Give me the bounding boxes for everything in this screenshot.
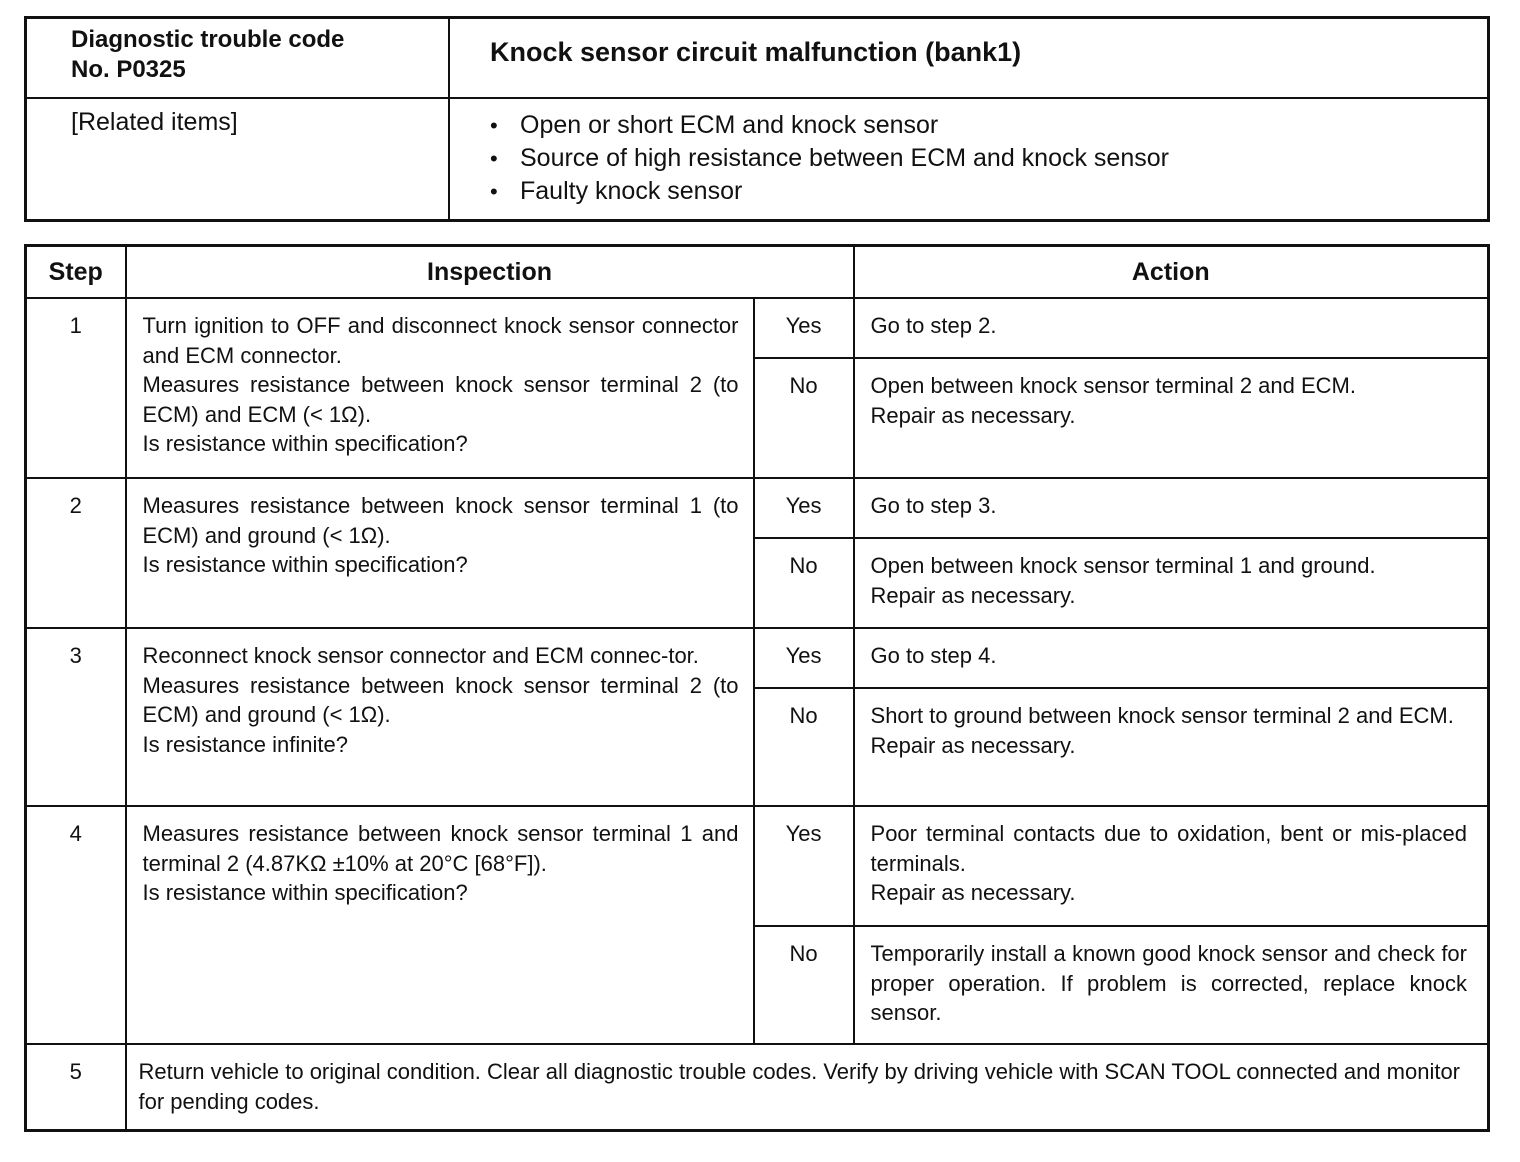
no-label: No <box>754 358 854 478</box>
dtc-code: No. P0325 <box>71 56 186 83</box>
dtc-header-row <box>26 18 1489 99</box>
inspection-line: Is resistance within specification? <box>142 431 468 456</box>
steps-table-header <box>26 246 1489 299</box>
yes-label: Yes <box>754 298 854 358</box>
step-inspection <box>126 298 754 478</box>
inspection-line: Reconnect knock sensor connector and ECM connec-tor. <box>142 643 699 668</box>
step-number: 5 <box>26 1044 126 1130</box>
step-number: 3 <box>26 628 126 806</box>
step-5-row <box>26 1044 1489 1130</box>
action-line: Poor terminal contacts due to oxidation, bent or mis-placed terminals. <box>870 821 1467 876</box>
action-line: Repair as necessary. <box>870 732 1076 758</box>
action-line: Go to step 2. <box>870 313 997 338</box>
yes-label: Yes <box>754 478 854 538</box>
dtc-header-table <box>24 16 1490 222</box>
no-action <box>854 926 1489 1044</box>
inspection-line: Turn ignition to OFF and disconnect knock sensor connector and ECM connector. <box>142 313 739 368</box>
step-number: 2 <box>26 478 126 628</box>
column-header-inspection: Inspection <box>126 246 854 299</box>
step-inspection <box>126 806 754 1044</box>
related-items-row <box>26 98 1489 221</box>
final-step-text: Return vehicle to original condition. Clear all diagnostic trouble codes. Verify by driving vehicle with SCAN TOOL connected and monitor for pending codes. <box>126 1044 1489 1130</box>
inspection-line: Is resistance within specification? <box>142 552 468 577</box>
related-item: • Faulty knock sensor <box>490 175 1477 208</box>
step-3-yes-row <box>26 628 1489 688</box>
related-items-cell <box>449 98 1489 221</box>
step-4-yes-row <box>26 806 1489 926</box>
no-label: No <box>754 926 854 1044</box>
step-1-yes-row <box>26 298 1489 358</box>
action-line: Repair as necessary. <box>870 582 1076 608</box>
related-item: • Open or short ECM and knock sensor <box>490 109 1477 142</box>
yes-label: Yes <box>754 806 854 926</box>
column-header-step: Step <box>26 246 126 299</box>
related-items-label: [Related items] <box>26 98 450 221</box>
action-line: Open between knock sensor terminal 1 and ground. <box>870 553 1376 578</box>
inspection-line: Measures resistance between knock sensor terminal 1 and terminal 2 (4.87KΩ ±10% at 20°C [68°F]). <box>142 821 739 876</box>
steps-table <box>24 244 1490 1132</box>
inspection-line: Is resistance infinite? <box>142 731 348 757</box>
no-action <box>854 538 1489 628</box>
step-2-yes-row <box>26 478 1489 538</box>
action-line: Temporarily install a known good knock sensor and check for proper operation. If problem is corrected, replace knock sensor. <box>870 941 1467 1025</box>
inspection-line: Measures resistance between knock sensor terminal 1 (to ECM) and ground (< 1Ω). <box>142 493 739 548</box>
column-header-action: Action <box>854 246 1489 299</box>
no-action <box>854 358 1489 478</box>
step-number: 1 <box>26 298 126 478</box>
dtc-title: Knock sensor circuit malfunction (bank1) <box>449 18 1489 99</box>
no-label: No <box>754 688 854 806</box>
action-line: Go to step 4. <box>870 643 997 668</box>
yes-action <box>854 806 1489 926</box>
yes-action <box>854 298 1489 358</box>
step-inspection <box>126 628 754 806</box>
inspection-line: Measures resistance between knock sensor terminal 2 (to ECM) and ECM (< 1Ω). <box>142 372 739 427</box>
action-line: Go to step 3. <box>870 493 997 518</box>
step-inspection <box>126 478 754 628</box>
action-line: Short to ground between knock sensor terminal 2 and ECM. <box>870 703 1454 728</box>
dtc-label: Diagnostic trouble code <box>71 26 345 53</box>
related-items-list <box>490 109 1477 208</box>
dtc-code-cell <box>26 18 450 99</box>
yes-action <box>854 628 1489 688</box>
no-label: No <box>754 538 854 628</box>
action-line: Repair as necessary. <box>870 402 1076 428</box>
action-line: Repair as necessary. <box>870 880 1076 905</box>
yes-action <box>854 478 1489 538</box>
action-line: Open between knock sensor terminal 2 and ECM. <box>870 373 1356 398</box>
no-action <box>854 688 1489 806</box>
inspection-line: Measures resistance between knock sensor terminal 2 (to ECM) and ground (< 1Ω). <box>142 672 739 727</box>
inspection-line: Is resistance within specification? <box>142 880 468 905</box>
related-item: • Source of high resistance between ECM and knock sensor <box>490 142 1477 175</box>
step-number: 4 <box>26 806 126 1044</box>
yes-label: Yes <box>754 628 854 688</box>
